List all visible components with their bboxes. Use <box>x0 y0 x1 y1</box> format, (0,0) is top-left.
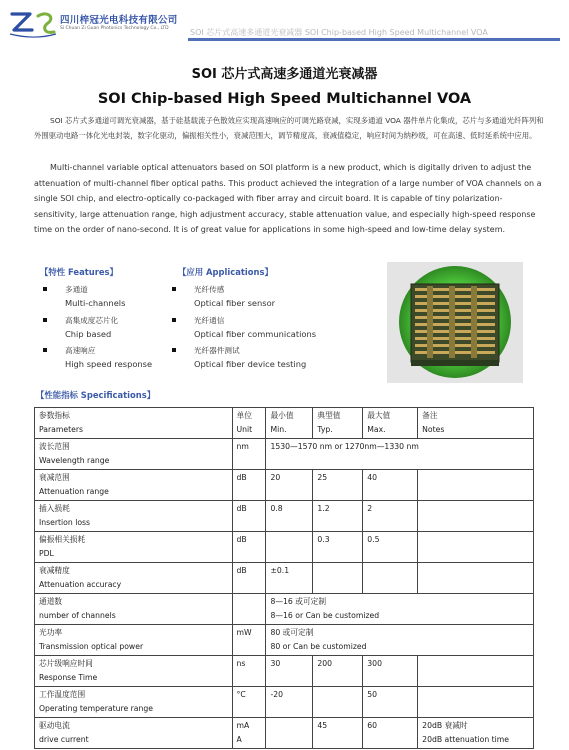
min-cell: 0.8 <box>266 501 313 532</box>
application-label-cn: 光纤器件测试 <box>194 346 240 355</box>
bullet-icon <box>172 348 176 352</box>
header-max-cn: 最大值 <box>367 411 391 420</box>
param-cn: 光功率 <box>39 628 63 637</box>
table-row <box>35 656 534 687</box>
notes-cell <box>418 687 534 718</box>
page-header <box>0 0 569 46</box>
unit-cell: ns <box>232 656 266 687</box>
param-cn: 衰减范围 <box>39 473 70 482</box>
max-cell: 0.5 <box>363 532 418 563</box>
table-row <box>35 439 534 470</box>
bullet-icon <box>172 287 176 291</box>
value-cn: 8—16 或可定制 <box>270 597 327 606</box>
feature-label-en: High speed response <box>65 359 153 369</box>
intro-paragraph-en: Multi-channel variable optical attenuators based on SOI platform is a new product, which is digitally driven to adjust the attenuation of multi-channel fiber optical paths. This product achieved the integration of a large number of VOA channels on a single SOI chip, and electro-optically co-packaged with fiber array and circuit board. It is capable of tiny polarization-sensitivity, large attenuation range, high adjustment accuracy, stable attenuation value, and especially high-speed response time on the order of nano-second. It is of great value for applications in some high-speed and low-time delay system. <box>34 163 542 234</box>
param-cn: 工作温度范围 <box>39 690 86 699</box>
param-en: Wavelength range <box>39 456 110 465</box>
typ-cell <box>313 563 363 594</box>
header-min-en: Min. <box>270 425 287 434</box>
notes-cell <box>418 501 534 532</box>
header-param-cn: 参数指标 <box>39 411 70 420</box>
table-row <box>35 594 534 625</box>
header-doc-title: SOI 芯片式高速多通道光衰减器 SOI Chip-based High Speed Multichannel VOA <box>190 28 488 37</box>
table-row <box>35 718 534 749</box>
company-name-cn: 四川梓冠光电科技有限公司 <box>60 15 178 26</box>
intro-paragraph-cn: SOI 芯片式多通道可调光衰减器，基于硅基载流子色散效应实现高速响应的可调光路衰减，实现多通道 VOA 器件单片化集成，芯片与多通道光纤阵列和外围驱动电路一体化光电封装，数字化驱动，偏振相关性小，衰减范围大，调节精度高，衰减值稳定，响应时间为纳秒级，可在高速、低时延系统中应用。 <box>34 116 544 140</box>
table-row <box>35 532 534 563</box>
min-cell <box>266 532 313 563</box>
min-cell: 30 <box>266 656 313 687</box>
features-list <box>43 284 173 376</box>
applications-title: 【应用 Applications】 <box>178 267 273 277</box>
param-cn: 插入损耗 <box>39 504 70 513</box>
unit-cell: dB <box>232 563 266 594</box>
feature-label-en: Chip based <box>65 328 112 339</box>
param-cn: 芯片级响应时间 <box>39 659 93 668</box>
notes-cell <box>418 470 534 501</box>
min-cell: -20 <box>266 687 313 718</box>
application-label-cn: 光纤传感 <box>194 285 225 294</box>
table-header-row <box>35 408 534 439</box>
max-cell <box>363 563 418 594</box>
param-en: number of channels <box>39 611 116 620</box>
list-item <box>43 345 173 376</box>
param-en: drive current <box>39 735 89 744</box>
table-row <box>35 625 534 656</box>
unit-cell: dB <box>232 501 266 532</box>
page-title-en: SOI Chip-based High Speed Multichannel VOA <box>97 91 472 107</box>
typ-cell <box>313 687 363 718</box>
header-unit-en: Unit <box>236 425 253 434</box>
param-cn: 波长范围 <box>39 442 70 451</box>
typ-cell: 45 <box>313 718 363 749</box>
typ-cell: 0.3 <box>313 532 363 563</box>
note-cn: 20dB 衰减时 <box>422 721 468 730</box>
value-en: 8—16 or Can be customized <box>270 611 380 620</box>
list-item <box>172 284 362 315</box>
max-cell: 300 <box>363 656 418 687</box>
bullet-icon <box>43 348 47 352</box>
application-label-en: Optical fiber communications <box>194 328 317 339</box>
max-cell: 50 <box>363 687 418 718</box>
notes-cell <box>418 532 534 563</box>
param-cn: 通道数 <box>39 597 63 606</box>
max-cell: 60 <box>363 718 418 749</box>
param-cn: 衰减精度 <box>39 566 70 575</box>
bullet-icon <box>172 318 176 322</box>
header-notes-en: Notes <box>422 425 445 434</box>
unit-cell: dB <box>232 470 266 501</box>
notes-cell <box>418 563 534 594</box>
param-en: Transmission optical power <box>39 642 144 651</box>
table-row <box>35 563 534 594</box>
typ-cell: 1.2 <box>313 501 363 532</box>
header-min-cn: 最小值 <box>270 411 294 420</box>
param-en: Attenuation accuracy <box>39 580 122 589</box>
param-cn: 偏振相关损耗 <box>39 535 86 544</box>
unit-cell: mW <box>232 625 266 656</box>
header-unit-cn: 单位 <box>236 411 252 420</box>
list-item <box>43 315 173 346</box>
header-max-en: Max. <box>367 425 386 434</box>
table-row <box>35 470 534 501</box>
param-en: Response Time <box>39 673 98 682</box>
page-title-cn: SOI 芯片式高速多通道光衰减器 <box>191 67 378 82</box>
application-label-en: Optical fiber sensor <box>194 298 276 308</box>
header-typ-cn: 典型值 <box>317 411 341 420</box>
bullet-icon <box>43 287 47 291</box>
specifications-table <box>34 407 534 749</box>
list-item <box>43 284 173 315</box>
note-en: 20dB attenuation time <box>422 735 510 744</box>
unit-cell: nm <box>232 439 266 470</box>
list-item <box>172 345 362 376</box>
company-name-en: Si Chuan Zi Guan Photonics Technology Co., LTD <box>60 26 169 31</box>
feature-label-cn: 高集成度芯片化 <box>65 315 119 325</box>
header-notes-cn: 备注 <box>422 411 438 420</box>
param-en: Attenuation range <box>39 487 109 496</box>
table-row <box>35 501 534 532</box>
feature-label-cn: 多通道 <box>65 285 88 294</box>
feature-label-en: Multi-channels <box>65 298 126 308</box>
value-cn: 80 或可定制 <box>270 628 314 637</box>
value-span-cell: 1530—1570 nm or 1270nm—1330 nm <box>266 439 534 470</box>
max-cell: 2 <box>363 501 418 532</box>
unit-line-1: mA <box>236 721 250 730</box>
value-span-cell <box>266 625 534 656</box>
max-cell: 40 <box>363 470 418 501</box>
param-cn: 驱动电流 <box>39 721 70 730</box>
unit-line-2: A <box>236 735 242 744</box>
application-label-cn: 光纤通信 <box>194 315 225 325</box>
application-label-en: Optical fiber device testing <box>194 359 307 369</box>
feature-label-cn: 高速响应 <box>65 346 96 355</box>
applications-list <box>172 284 362 376</box>
unit-cell: dB <box>232 532 266 563</box>
header-divider <box>188 38 560 41</box>
specifications-title: 【性能指标 Specifications】 <box>36 390 156 400</box>
company-logo-icon <box>8 8 58 38</box>
param-en: PDL <box>39 549 54 558</box>
typ-cell: 25 <box>313 470 363 501</box>
list-item <box>172 315 362 346</box>
header-param-en: Parameters <box>39 425 83 434</box>
header-typ-en: Typ. <box>317 425 333 434</box>
voa-chip-image <box>387 262 523 383</box>
table-row <box>35 687 534 718</box>
value-span-cell <box>266 594 534 625</box>
unit-cell: °C <box>232 687 266 718</box>
chip-photo <box>387 262 523 383</box>
value-en: 80 or Can be customized <box>270 642 367 651</box>
param-en: Operating temperature range <box>39 704 153 713</box>
unit-cell <box>232 594 266 625</box>
min-cell: ±0.1 <box>266 563 313 594</box>
typ-cell: 200 <box>313 656 363 687</box>
features-title: 【特性 Features】 <box>40 267 118 277</box>
param-en: Insertion loss <box>39 518 91 527</box>
min-cell <box>266 718 313 749</box>
notes-cell <box>418 656 534 687</box>
bullet-icon <box>43 318 47 322</box>
min-cell: 20 <box>266 470 313 501</box>
